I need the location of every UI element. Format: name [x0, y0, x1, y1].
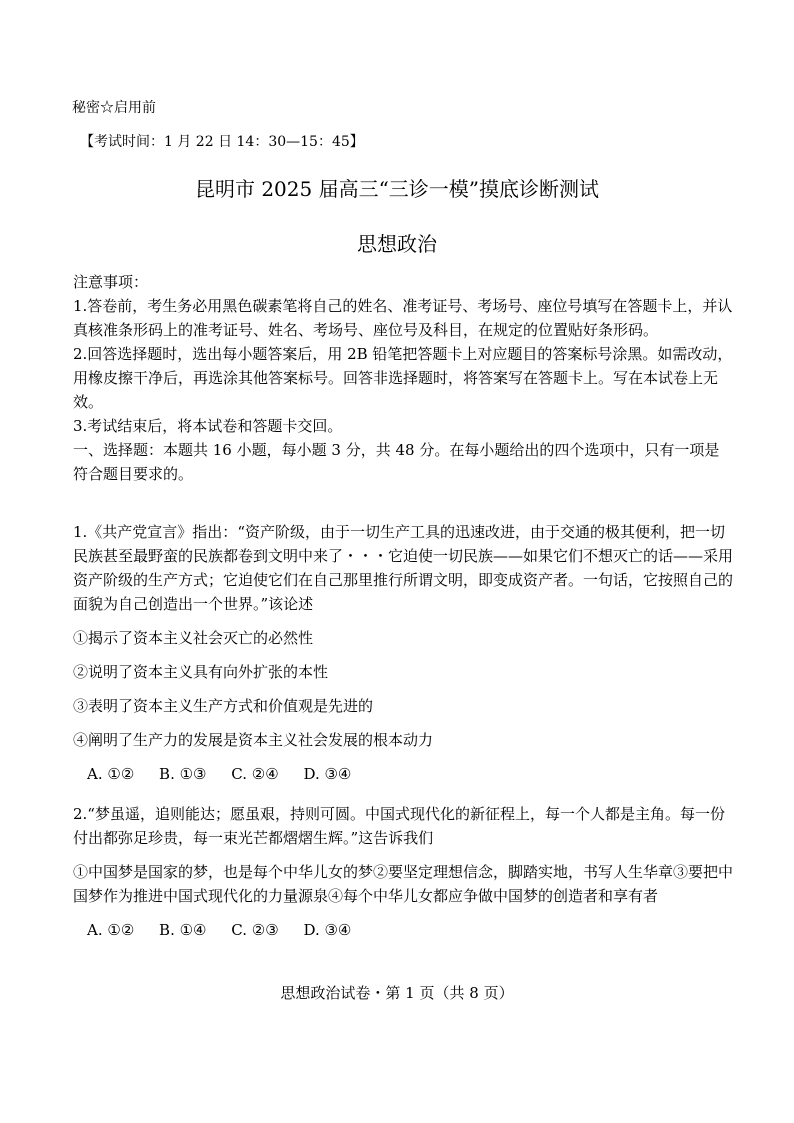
option-a: A. ①②	[87, 765, 135, 783]
question-stem: 2.“梦虽遥，追则能达；愿虽艰，持则可圆。中国式现代化的新征程上，每一个人都是主角。每一份付出都弥足珍贵，每一束光芒都熠熠生辉。”这告诉我们	[73, 805, 725, 847]
instruction-item: 2.回答选择题时，选出每小题答案后，用 2B 铅笔把答题卡上对应题目的答案标号涂黑。如需改动，用橡皮擦干净后，再选涂其他答案标号。回答非选择题时，将答案写在答题卡上。写在本试卷上无效。	[73, 345, 733, 411]
exam-time: 【考试时间：1 月 22 日 14：30—15：45】	[80, 134, 364, 150]
option-a: A. ①②	[87, 921, 135, 939]
question-1	[73, 520, 733, 786]
option-d: D. ③④	[303, 921, 352, 939]
statement: ③表明了资本主义生产方式和价值观是先进的	[73, 697, 374, 715]
option-c: C. ②④	[231, 765, 279, 783]
question-stem: 1.《共产党宣言》指出：“资产阶级，由于一切生产工具的迅速改进，由于交通的极其便利，把一切民族甚至最野蛮的民族都卷到文明中来了・・・它迫使一切民族——如果它们不想灭亡的话——采用资产阶级的生产方式；它迫使它们在自己那里推行所谓文明，即变成资产者。一句话，它按照自己的面貌为自己创造出一个世界。”该论述	[73, 523, 734, 613]
option-c: C. ②③	[231, 921, 279, 939]
option-b: B. ①③	[159, 765, 207, 783]
instructions	[73, 270, 733, 486]
instruction-item: 1.答卷前，考生务必用黑色碳素笔将自己的姓名、准考证号、考场号、座位号填写在答题卡上，并认真核准条形码上的准考证号、姓名、考场号、座位号及科目，在规定的位置贴好条形码。	[73, 297, 733, 339]
question-2	[73, 802, 733, 942]
section-heading: 一、选择题：本题共 16 小题，每小题 3 分，共 48 分。在每小题给出的四个选项中，只有一项是符合题目要求的。	[73, 441, 720, 483]
answer-options	[73, 918, 733, 942]
option-d: D. ③④	[303, 765, 352, 783]
subject-title: 思想政治	[357, 232, 437, 256]
page-title: 昆明市 2025 届高三“三诊一模”摸底诊断测试	[194, 177, 600, 201]
answer-options	[73, 762, 733, 786]
instructions-heading: 注意事项：	[73, 273, 149, 291]
confidential-mark: 秘密☆启用前	[72, 100, 156, 116]
instruction-item: 3.考试结束后，将本试卷和答题卡交回。	[73, 417, 343, 435]
page-footer: 思想政治试卷・第 1 页（共 8 页）	[280, 984, 514, 1002]
statement: ②说明了资本主义具有向外扩张的本性	[73, 663, 329, 681]
option-b: B. ①④	[159, 921, 207, 939]
statement: ④阐明了生产力的发展是资本主义社会发展的根本动力	[73, 731, 434, 749]
statement: ①揭示了资本主义社会灭亡的必然性	[73, 629, 314, 647]
statements: ①中国梦是国家的梦，也是每个中华儿女的梦②要坚定理想信念，脚踏实地，书写人生华章③要把中国梦作为推进中国式现代化的力量源泉④每个中华儿女都应争做中国梦的创造者和享有者	[73, 863, 734, 905]
